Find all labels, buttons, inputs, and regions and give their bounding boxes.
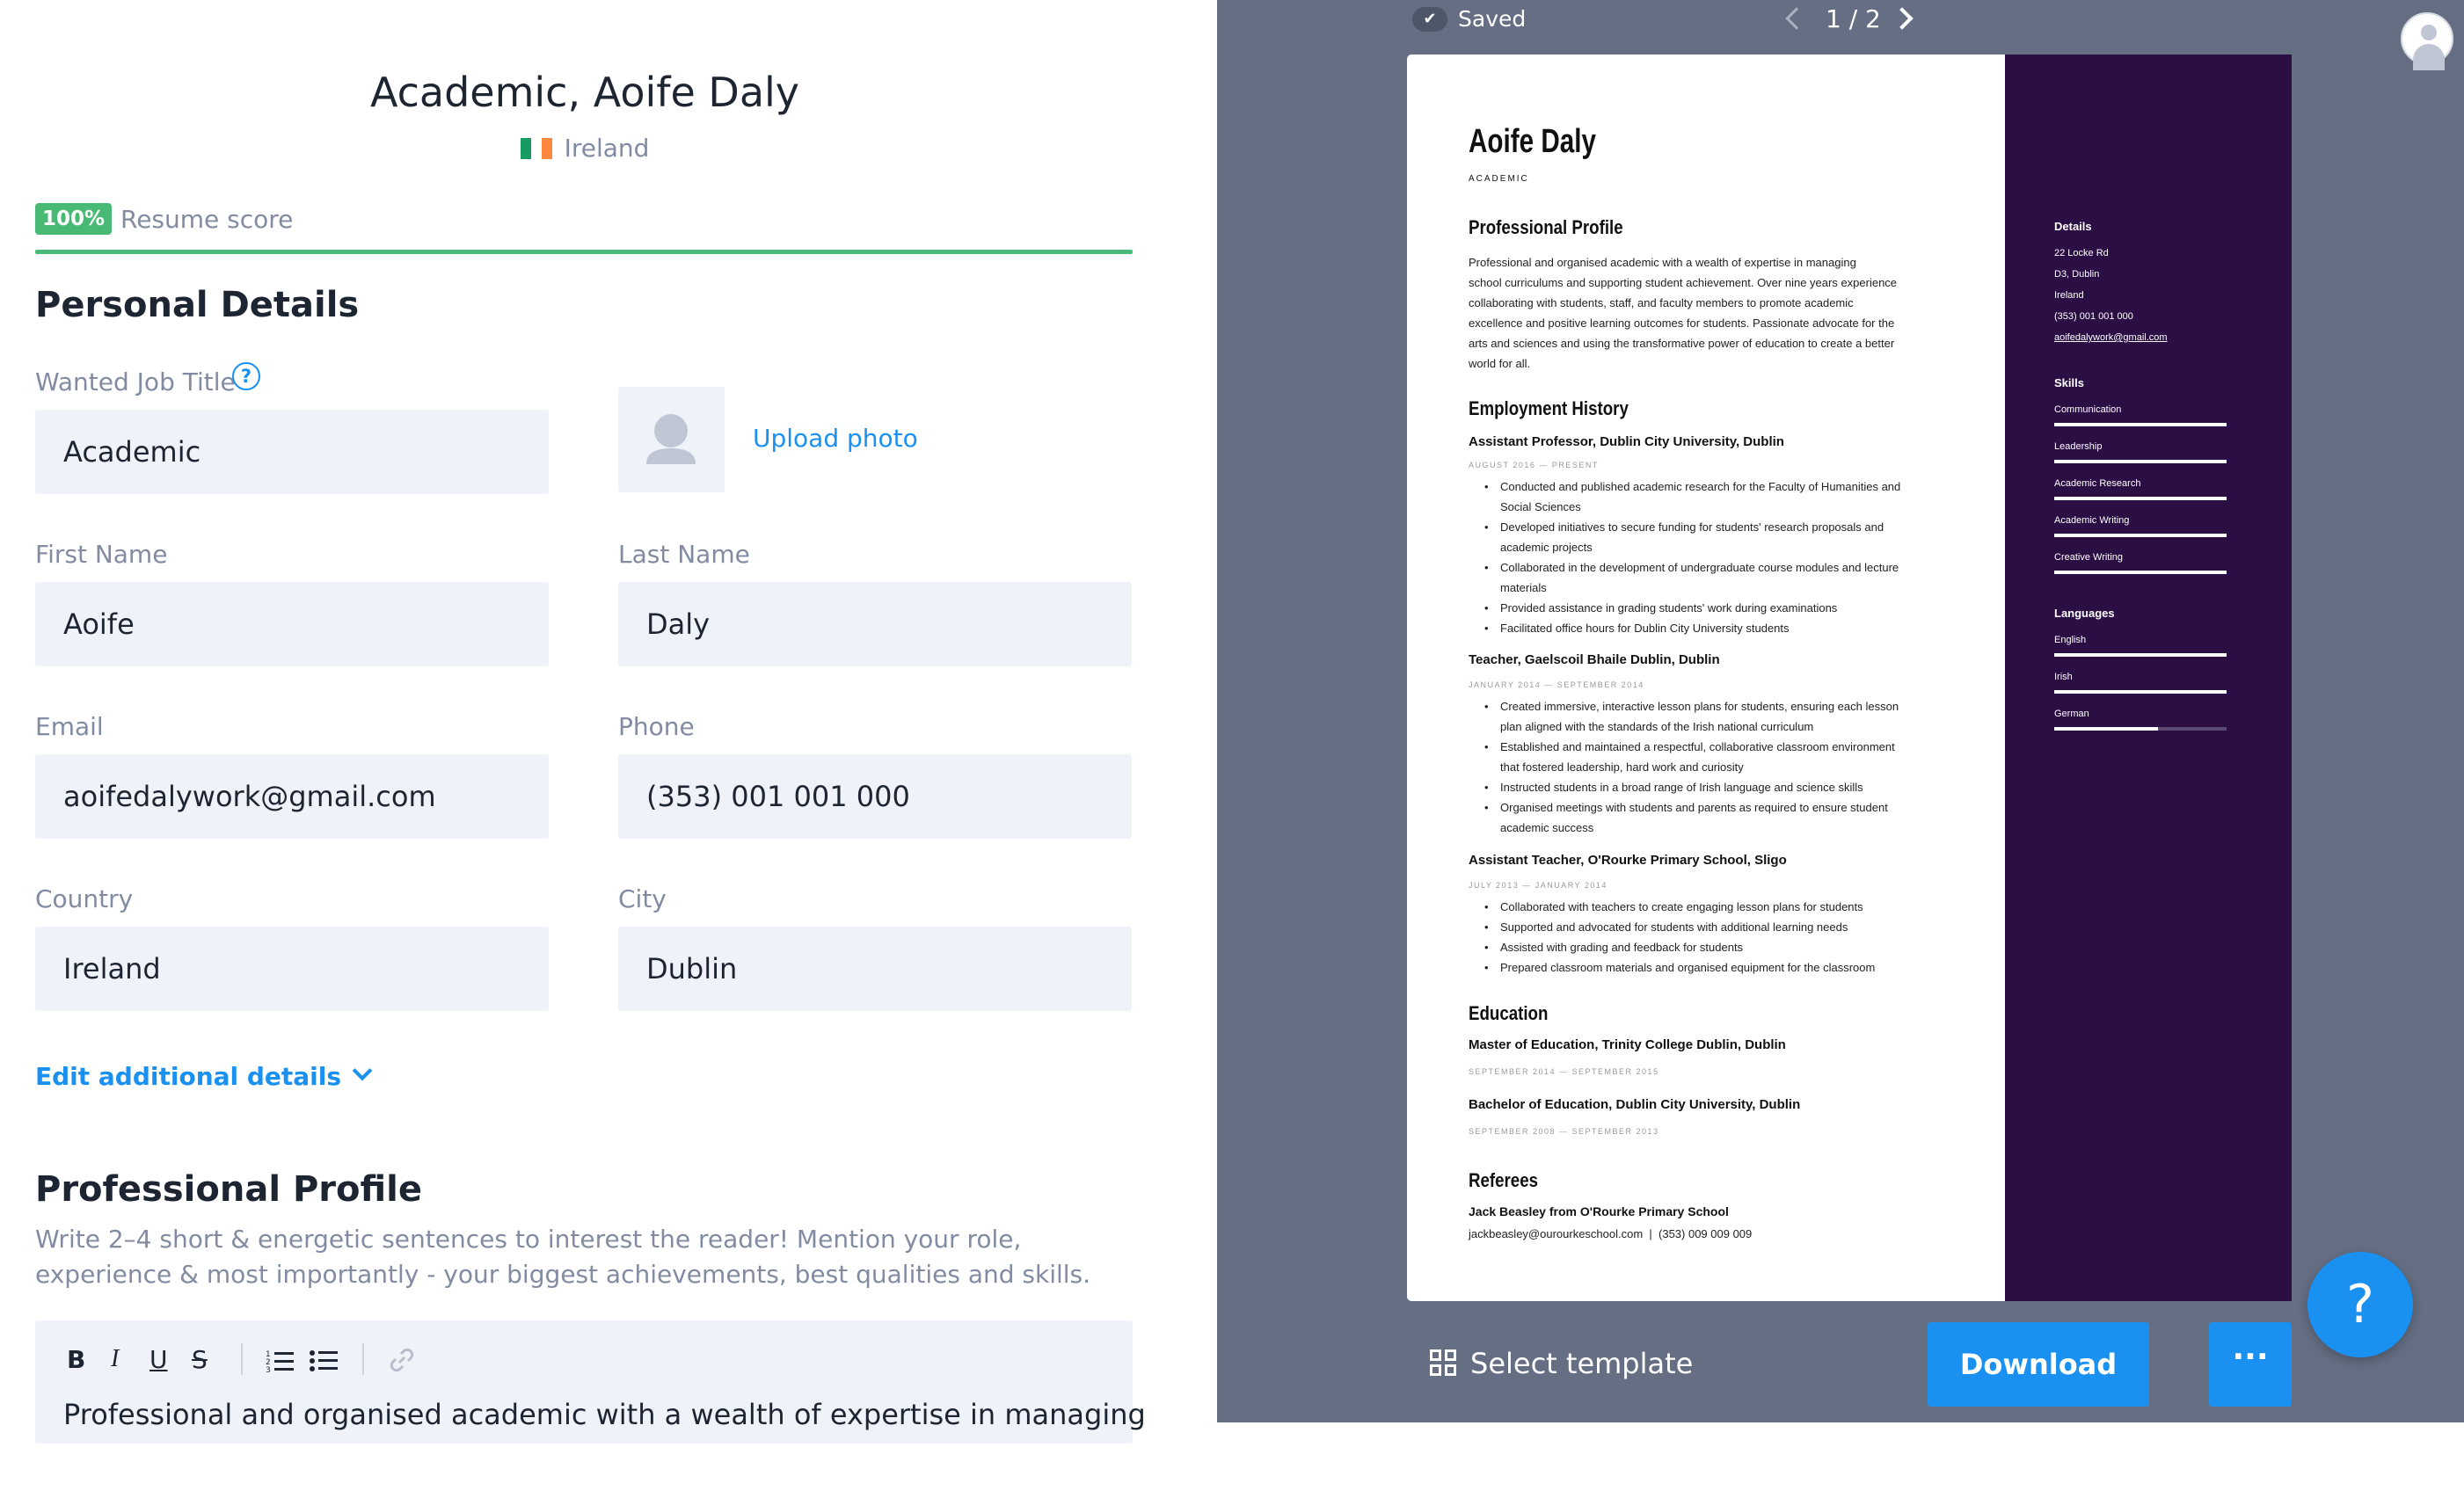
resume-referee-contact: jackbeasley@ourourkeschool.com | (353) 009 009 009 [1469,1227,1753,1240]
resume-language-bar [2054,653,2227,657]
toolbar-divider [241,1343,243,1375]
photo-placeholder[interactable] [618,387,725,492]
resume-skill-name: Academic Research [2054,478,2141,489]
country-label: Ireland [564,134,650,163]
download-pdf-button[interactable]: Download PDF [1928,1322,2149,1407]
svg-text:3: 3 [266,1366,271,1375]
help-circle-icon[interactable]: ? [232,362,260,390]
resume-country [0,134,1170,163]
city-label: City [618,884,667,913]
resume-language-name: English [2054,635,2087,645]
resume-skill-bar [2054,534,2227,537]
checkmark-icon: ✔ [1412,7,1447,32]
upload-photo-link[interactable]: Upload photo [753,424,918,453]
resume-page [1407,55,2292,1301]
email-input[interactable]: aoifedalywork@gmail.com [35,754,549,839]
resume-skill-bar [2054,423,2227,426]
resume-score-label: Resume score [120,205,294,234]
resume-skills-heading: Skills [2054,376,2084,389]
resume-education-title: Bachelor of Education, Dublin City University, Dublin [1469,1097,1801,1112]
resume-name: Aoife Daly [1469,123,1596,160]
edit-additional-details-toggle[interactable] [35,1062,369,1091]
resume-job-dates: JANUARY 2014 — SEPTEMBER 2014 [1469,680,1644,689]
more-options-button[interactable]: ··· [2209,1322,2292,1407]
next-page-icon[interactable] [1891,7,1913,29]
resume-details-list: 22 Locke Rd D3, Dublin Ireland (353) 001 001 000 aoifedalywork@gmail.com [2054,248,2168,343]
resume-details-heading: Details [2054,220,2092,233]
resume-skill-bar [2054,571,2227,574]
profile-text-content[interactable]: Professional and organised academic with a wealth of expertise in managing [63,1398,1146,1431]
resume-skill-name: Academic Writing [2054,515,2130,526]
resume-job-title: Teacher, Gaelscoil Bhaile Dublin, Dublin [1469,652,1720,667]
email-label: Email [35,712,104,741]
svg-text:1: 1 [266,1350,271,1359]
user-avatar[interactable] [2401,12,2453,65]
resume-title[interactable]: Academic, Aoife Daly [369,69,800,116]
job-title-input[interactable]: Academic [35,410,549,494]
resume-profile-text: Professional and organised academic with a wealth of expertise in managing school curriculums and supporting student achievement. Over nine years experience collaborating with students, staff, and faculty members to promote academic excellence and positive learning outcomes for students. Passionate advocate for the arts and sciences and using the transformative power of education to create a better world for all. [1469,256,1898,370]
resume-education-title: Master of Education, Trinity College Dublin, Dublin [1469,1037,1786,1052]
profile-rich-text-editor[interactable] [35,1320,1146,1444]
resume-referees-heading: Referees [1469,1169,1539,1191]
previous-page-icon[interactable] [1785,7,1807,29]
professional-profile-heading: Professional Profile [35,1169,422,1210]
job-title-label: Wanted Job Title [35,367,236,396]
resume-skill-bar [2054,497,2227,500]
resume-job-title: Assistant Teacher, O'Rourke Primary School, Sligo [1469,853,1787,868]
italic-button[interactable]: I [111,1345,120,1372]
phone-input[interactable]: (353) 001 001 000 [618,754,1132,839]
bold-button[interactable]: B [67,1345,86,1374]
resume-job-dates: AUGUST 2016 — PRESENT [1469,461,1599,469]
resume-referee-name: Jack Beasley from O'Rourke Primary School [1469,1204,1729,1218]
edit-additional-details-label: Edit additional details [35,1062,342,1091]
phone-label: Phone [618,712,695,741]
numbered-list-icon[interactable] [266,1349,295,1373]
chevron-down-icon [353,1061,373,1081]
resume-sidebar [2005,55,2292,1301]
resume-skill-name: Creative Writing [2054,552,2124,563]
grid-icon[interactable] [1430,1349,1458,1378]
resume-job-title: Assistant Professor, Dublin City University, Dublin [1469,434,1784,449]
resume-education-dates: SEPTEMBER 2014 — SEPTEMBER 2015 [1469,1067,1659,1076]
resume-language-bar [2054,690,2227,694]
resume-education-heading: Education [1469,1002,1549,1024]
resume-skill-bar [2054,460,2227,463]
first-name-input[interactable]: Aoife [35,582,549,666]
resume-skill-name: Communication [2054,404,2122,415]
country-input[interactable]: Ireland [35,927,549,1011]
resume-job-dates: JULY 2013 — JANUARY 2014 [1469,881,1607,890]
country-field-label: Country [35,884,134,913]
first-name-label: First Name [35,540,168,569]
resume-job-bullets: • Collaborated with teachers to create engaging lesson plans for students • Supported and advocated for students with additional learning needs • Assisted with grading and feedback for students • Prepared classroom materials and organised equipment for the classroom [1469,897,1996,978]
profile-hint-text: Write 2–4 short & energetic sentences to interest the reader! Mention your role, experience & most importantly - your biggest achievements, best qualities and skills. [35,1225,1091,1289]
user-silhouette-icon [618,387,725,492]
toolbar-divider [362,1343,364,1375]
resume-job-bullets: • Created immersive, interactive lesson plans for students, ensuring each lesson plan aligned with the standards of the Irish national curriculum • Established and maintained a respectful, collaborative classroom environment that fostered leadership, hard work and curiosity • Instructed students in a broad range of Irish language and science skills • Organised meetings with students and parents as required to ensure student academic success [1469,696,1996,838]
last-name-label: Last Name [618,540,750,569]
city-input[interactable]: Dublin [618,927,1132,1011]
personal-details-heading: Personal Details [35,285,360,325]
strikethrough-button[interactable]: S [192,1345,208,1374]
bullet-list-icon[interactable] [310,1349,339,1373]
resume-language-name: German [2054,709,2089,719]
resume-education-dates: SEPTEMBER 2008 — SEPTEMBER 2013 [1469,1127,1659,1136]
ireland-flag-icon [521,136,552,157]
saved-status: Saved [1458,6,1527,32]
last-name-input[interactable]: Daly [618,582,1132,666]
resume-score-bar [35,250,1133,254]
resume-languages-heading: Languages [2054,607,2115,620]
resume-role: ACADEMIC [1469,174,1529,184]
help-button[interactable]: ? [2307,1252,2413,1357]
resume-language-name: Irish [2054,672,2073,682]
underline-button[interactable]: U [149,1345,168,1374]
resume-language-bar [2054,727,2227,731]
link-icon[interactable] [389,1347,415,1373]
resume-employment-heading: Employment History [1469,397,1629,419]
resume-preview-panel [1217,0,2464,1466]
resume-score-badge: 100% [35,203,112,235]
resume-editor-panel [0,0,1217,1431]
select-template-button[interactable]: Select template [1470,1347,1694,1380]
resume-profile-heading: Professional Profile [1469,216,1623,238]
svg-text:2: 2 [266,1358,271,1367]
resume-job-bullets: • Conducted and published academic research for the Faculty of Humanities and Social Sciences • Developed initiatives to secure funding for students' research proposals and academic projects • Collaborated in the development of undergraduate course modules and lecture materials • Provided assistance in grading students' work during examinations • Facilitated office hours for Dublin City University students [1469,476,1996,638]
page-indicator: 1 / 2 [1826,4,1881,33]
resume-skill-name: Leadership [2054,441,2103,452]
